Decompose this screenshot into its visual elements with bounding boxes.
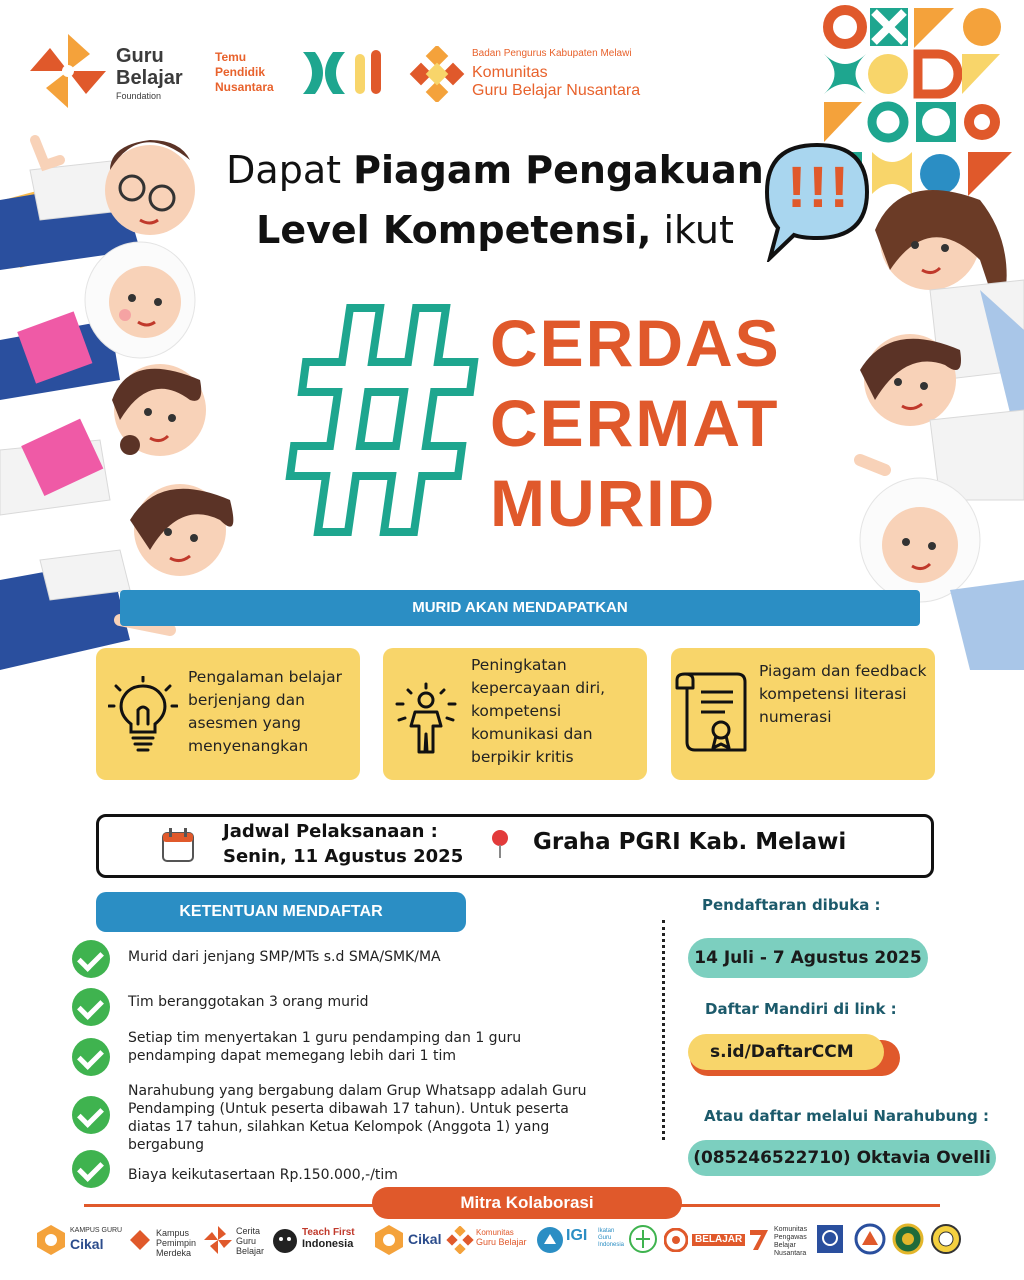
certificate-icon <box>675 670 749 756</box>
tpn-line1: Temu <box>215 50 247 64</box>
pinwheel-icon <box>204 1226 232 1254</box>
gold-emblem-icon <box>892 1223 924 1255</box>
partner-emblem-1 <box>628 1224 658 1254</box>
requirement-3: Setiap tim menyertakan 1 guru pendamping dan 1 guru pendamping dapat memegang lebih dari 1 tim <box>128 1030 522 1064</box>
partner-logo-1: KAMPUS GURU Cikal <box>36 1222 126 1258</box>
speech-bubble-text: !!! <box>787 155 851 220</box>
registration-contact-label: Atau daftar melalui Narahubung : <box>704 1107 989 1125</box>
schedule-place: Graha PGRI Kab. Melawi <box>533 829 847 855</box>
headline-line1: Dapat Piagam Pengakuan <box>226 148 764 192</box>
check-icon <box>72 1038 110 1076</box>
gb-line2: Belajar <box>116 67 183 89</box>
komunitas-diamond-icon <box>446 1226 474 1254</box>
benefit-text-1: Pengalaman belajar berjenjang dan asesmen yang menyenangkan <box>188 668 343 755</box>
tpn-mark-icon <box>301 48 385 98</box>
partner-emblem-2 <box>816 1224 844 1254</box>
komunitas-small: Badan Pengurus Kabupaten Melawi <box>472 48 632 59</box>
tpn-line2: Pendidik <box>215 65 266 79</box>
partner-logo-4: Teach First Indonesia <box>272 1222 372 1258</box>
location-pin-icon <box>489 829 511 859</box>
partner-logo-5: Cikal <box>374 1222 444 1258</box>
dotted-divider <box>662 920 665 1140</box>
calendar-icon <box>161 827 195 863</box>
temu-pendidik-logo <box>215 48 390 100</box>
requirement-4: Narahubung yang bergabung dalam Grup Whatsapp adalah Guru Pendamping (Untuk peserta dibawah 17 tahun). Untuk peserta diatas 17 tahun, silahkan Ketua Kelompok (Anggota 1) yang bergabung <box>128 1083 587 1153</box>
registration-link[interactable]: s.id/DaftarCCM <box>688 1034 884 1070</box>
partners-row <box>36 1220 966 1260</box>
pinwheel-icon <box>30 34 106 108</box>
partner-emblem-3 <box>854 1223 886 1255</box>
lightbulb-icon <box>108 676 178 752</box>
belajar-mark-icon <box>664 1228 688 1252</box>
speech-bubble <box>762 140 872 262</box>
seal-emblem-icon <box>930 1223 962 1255</box>
arrow-mark-icon <box>128 1228 152 1252</box>
check-icon <box>72 988 110 1026</box>
benefit-card-2 <box>383 648 647 780</box>
benefit-text-3: Piagam dan feedback kompetensi literasi numerasi <box>759 662 927 726</box>
tpn-line3: Nusantara <box>215 80 274 94</box>
requirement-1: Murid dari jenjang SMP/MTs s.d SMA/SMK/MA <box>128 949 441 965</box>
partner-logo-7: IGI Ikatan Guru Indonesia <box>536 1222 626 1258</box>
check-icon <box>72 940 110 978</box>
schedule-box <box>96 814 934 878</box>
round-emblem-icon <box>854 1223 886 1255</box>
partner-logo-9: Komunitas Pengawas Belajar Nusantara <box>748 1222 828 1258</box>
requirement-2: Tim beranggotakan 3 orang murid <box>128 994 369 1010</box>
schedule-label: Jadwal Pelaksanaan : <box>223 821 438 842</box>
igi-icon <box>536 1226 564 1254</box>
check-icon <box>72 1096 110 1134</box>
partner-logo-6: Komunitas Guru Belajar <box>446 1222 536 1258</box>
requirements-banner: KETENTUAN MENDAFTAR <box>96 892 466 932</box>
title-cerdas: CERDAS <box>490 306 781 380</box>
gb-sub: Foundation <box>116 91 162 101</box>
seven-mark-icon <box>748 1228 770 1252</box>
benefits-banner: MURID AKAN MENDAPATKAN <box>120 590 920 626</box>
headline <box>200 140 790 260</box>
komunitas-logo <box>408 44 658 104</box>
emblem-icon <box>628 1224 658 1254</box>
registration-dates: 14 Juli - 7 Agustus 2025 <box>688 938 928 978</box>
registration-link-label: Daftar Mandiri di link : <box>705 1000 897 1018</box>
partner-logo-2: Kampus Pemimpin Merdeka <box>128 1222 208 1258</box>
registration-open-label: Pendaftaran dibuka : <box>702 896 881 914</box>
komunitas-line1: Komunitas <box>472 64 548 81</box>
partner-logo-8: BELAJAR <box>664 1222 744 1258</box>
shield-emblem-icon <box>816 1224 844 1254</box>
registration-contact: (085246522710) Oktavia Ovelli <box>688 1140 996 1176</box>
title-cermat: CERMAT <box>490 386 780 460</box>
hexagon-icon <box>374 1224 404 1256</box>
teach-first-icon <box>272 1228 298 1254</box>
confident-person-icon <box>393 682 459 756</box>
benefit-text-2: Peningkatan kepercayaan diri, kompetensi komunikasi dan berpikir kritis <box>471 656 606 766</box>
hexagon-icon <box>36 1224 66 1256</box>
requirement-5: Biaya keikutasertaan Rp.150.000,-/tim <box>128 1167 398 1183</box>
hashtag-icon <box>280 300 480 542</box>
title-murid: MURID <box>490 466 717 540</box>
benefit-card-3 <box>671 648 935 780</box>
komunitas-diamond-icon <box>408 46 466 102</box>
partner-emblem-5 <box>930 1223 962 1255</box>
guru-belajar-logo <box>30 30 200 110</box>
benefit-card-1 <box>96 648 360 780</box>
headline-line2: Level Kompetensi, ikut <box>256 208 734 252</box>
partner-emblem-4 <box>892 1223 924 1255</box>
komunitas-line2: Guru Belajar Nusantara <box>472 82 641 99</box>
schedule-date: Senin, 11 Agustus 2025 <box>223 846 464 867</box>
gb-line1: Guru <box>116 45 164 67</box>
check-icon <box>72 1150 110 1188</box>
partners-banner: Mitra Kolaborasi <box>372 1187 682 1219</box>
partner-logo-3: Cerita Guru Belajar <box>204 1222 274 1258</box>
